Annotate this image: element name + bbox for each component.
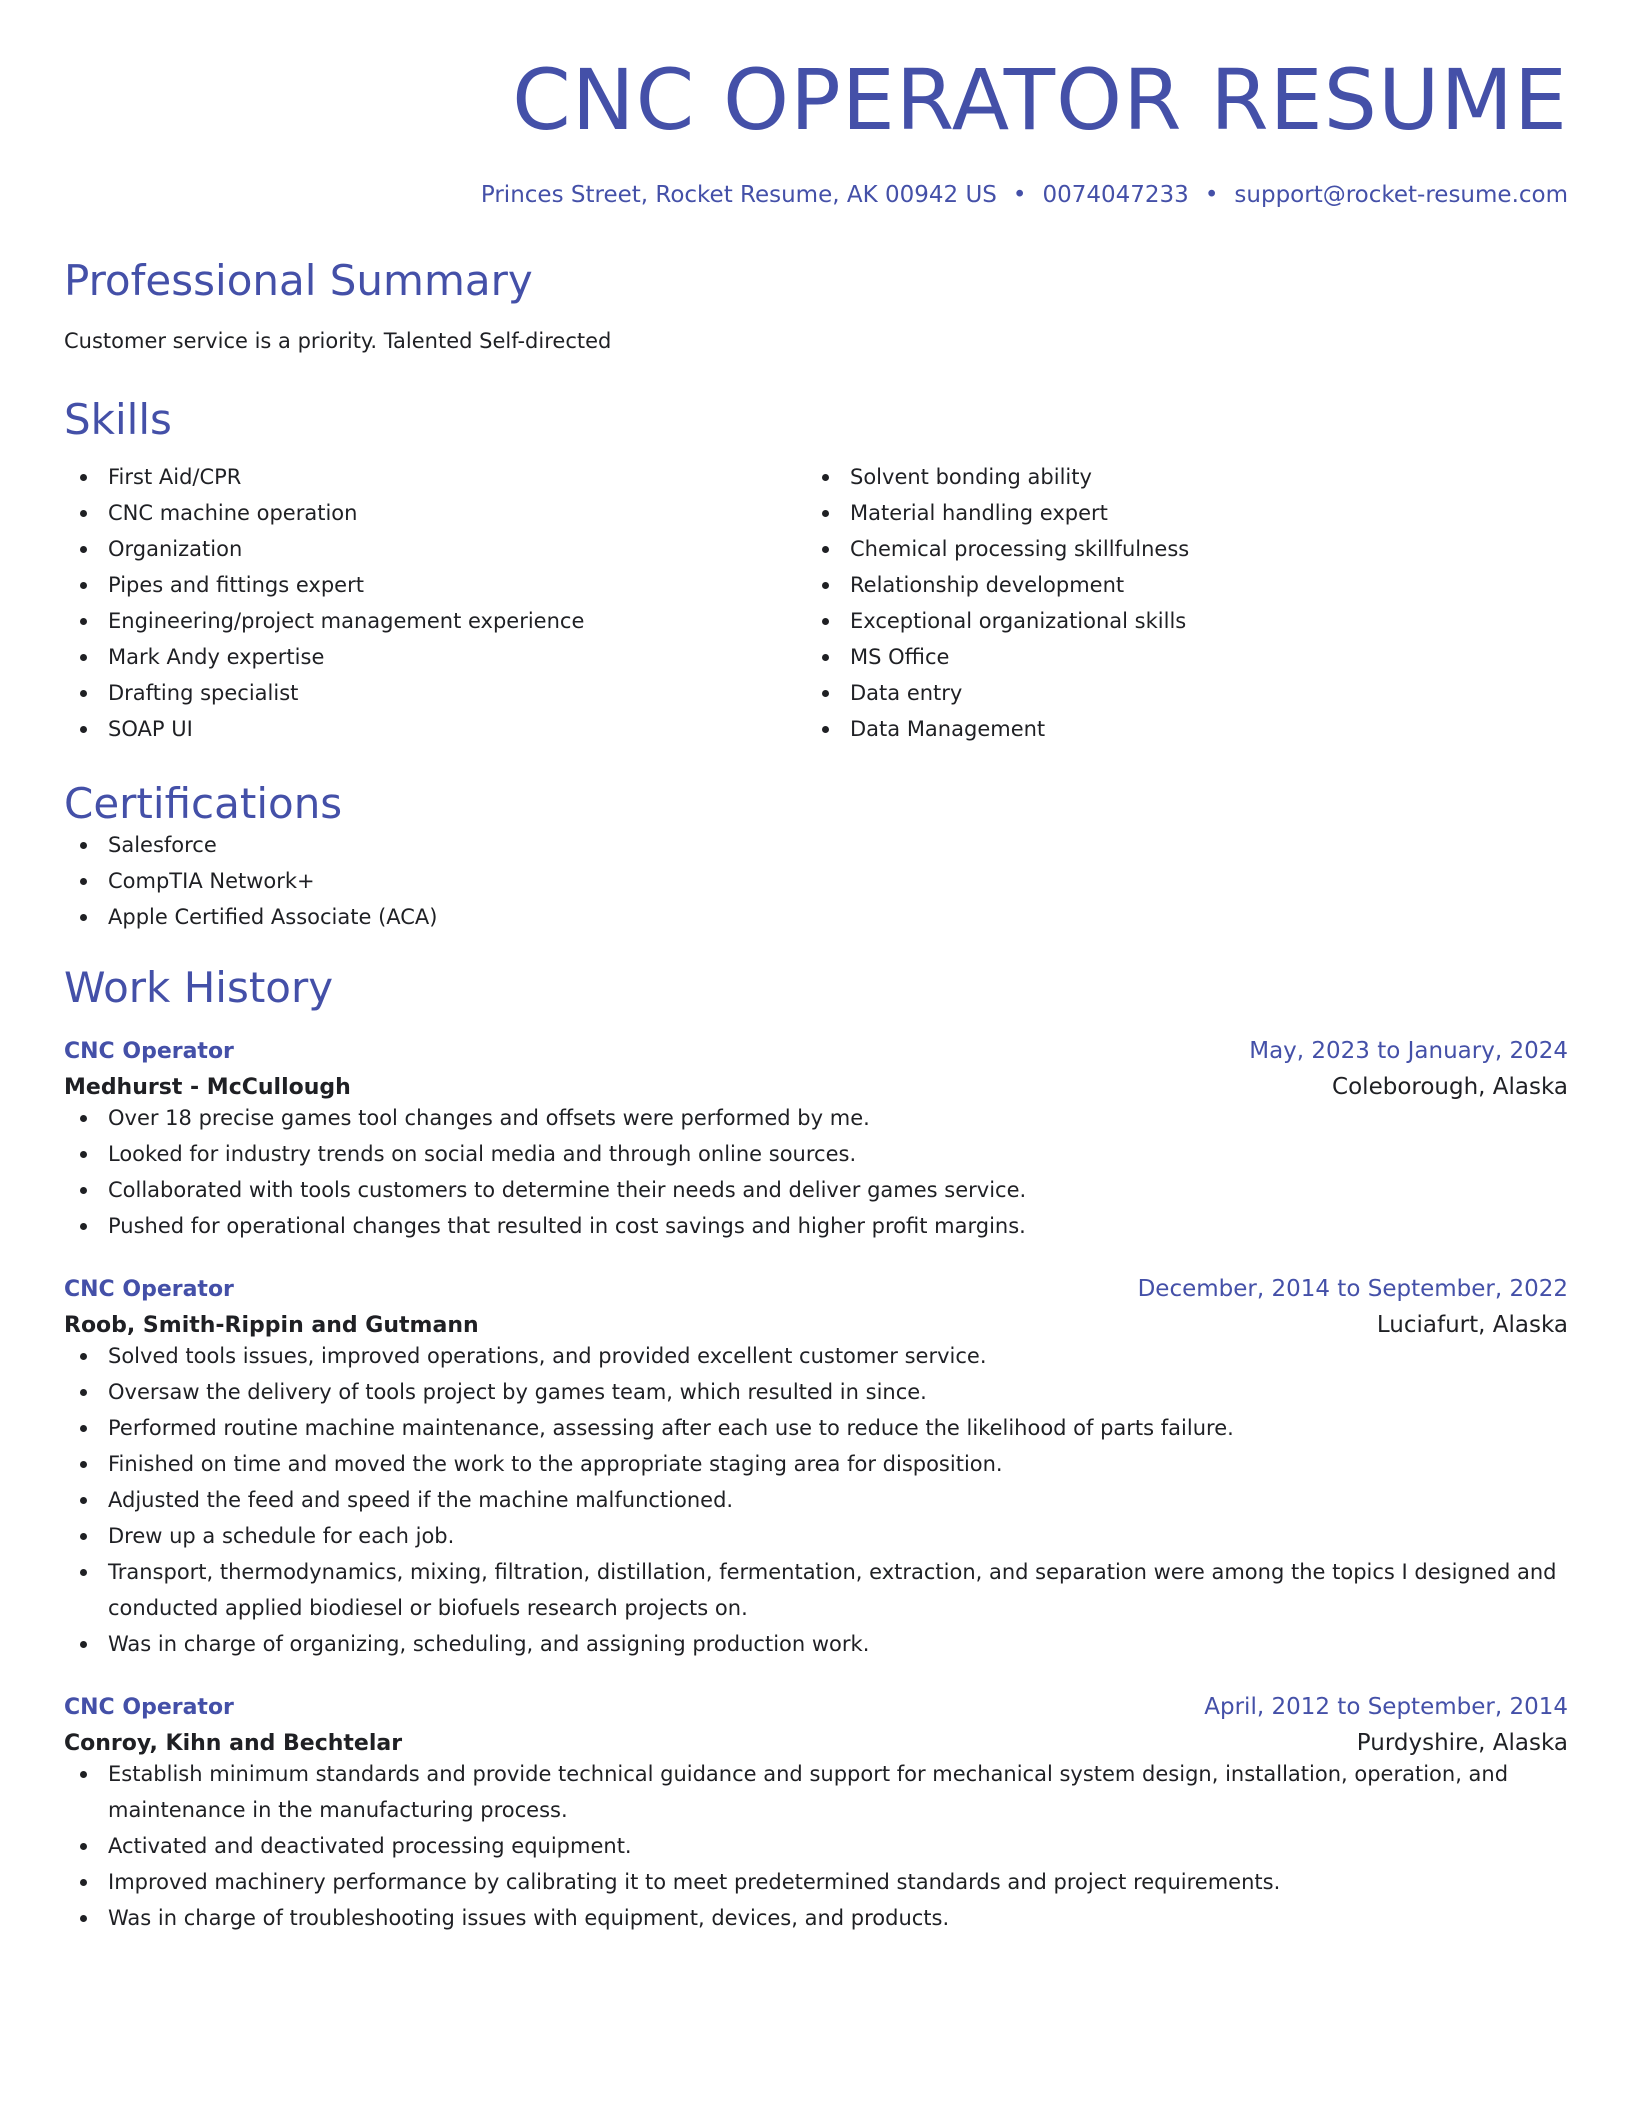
job-title: CNC Operator: [64, 1276, 234, 1302]
resume-page: [64, 0, 1568, 1936]
job-employer-row: [64, 1730, 1568, 1756]
job-bullet: Pushed for operational changes that resulted in cost savings and higher profit margins.: [64, 1208, 1568, 1244]
job-bullets: [64, 1756, 1568, 1936]
job-bullets: [64, 1100, 1568, 1244]
skills-grid: [64, 459, 1568, 747]
skill-item: Relationship development: [806, 567, 1548, 603]
contact-phone: 0074047233: [1042, 182, 1189, 208]
contact-address: Princes Street, Rocket Resume, AK 00942 US: [480, 182, 997, 208]
certification-item: Salesforce: [64, 827, 1568, 863]
job-bullet: Looked for industry trends on social media and through online sources.: [64, 1136, 1568, 1172]
job-bullet: Over 18 precise games tool changes and offsets were performed by me.: [64, 1100, 1568, 1136]
job-employer-row: [64, 1074, 1568, 1100]
certification-item: Apple Certified Associate (ACA): [64, 899, 1568, 935]
job-bullet: Drew up a schedule for each job.: [64, 1518, 1568, 1554]
job-title: CNC Operator: [64, 1694, 234, 1720]
skill-item: Material handling expert: [806, 495, 1548, 531]
job-entry: [64, 1694, 1568, 1936]
job-bullets: [64, 1338, 1568, 1662]
contact-email[interactable]: support@rocket-resume.com: [1234, 182, 1568, 208]
job-bullet: Adjusted the feed and speed if the machine malfunctioned.: [64, 1482, 1568, 1518]
skill-item: Engineering/project management experience: [64, 603, 806, 639]
certifications-section: [64, 781, 1568, 935]
certifications-heading: Certifications: [64, 779, 343, 829]
skill-item: Data entry: [806, 675, 1548, 711]
skill-item: Solvent bonding ability: [806, 459, 1548, 495]
job-bullet: Solved tools issues, improved operations, and provided excellent customer service.: [64, 1338, 1568, 1374]
job-header: [64, 1694, 1568, 1720]
job-entry: [64, 1276, 1568, 1662]
contact-separator: •: [1012, 182, 1027, 208]
job-dates: December, 2014 to September, 2022: [1137, 1275, 1568, 1302]
work-history-section: [64, 965, 1568, 1935]
contact-separator: •: [1204, 182, 1219, 208]
skills-section: [64, 397, 1568, 747]
job-bullet: Improved machinery performance by calibrating it to meet predetermined standards and project requirements.: [64, 1864, 1568, 1900]
job-bullet: Establish minimum standards and provide technical guidance and support for mechanical system design, installation, operation, and maintenance in the manufacturing process.: [64, 1756, 1568, 1828]
certification-item: CompTIA Network+: [64, 863, 1568, 899]
skill-item: First Aid/CPR: [64, 459, 806, 495]
job-location: Purdyshire, Alaska: [1356, 1729, 1568, 1756]
skill-item: SOAP UI: [64, 711, 806, 747]
job-bullet: Was in charge of organizing, scheduling, and assigning production work.: [64, 1626, 1568, 1662]
job-dates: May, 2023 to January, 2024: [1249, 1037, 1568, 1064]
job-bullet: Oversaw the delivery of tools project by games team, which resulted in since.: [64, 1374, 1568, 1410]
skills-list-right: [806, 459, 1548, 747]
skill-item: Data Management: [806, 711, 1548, 747]
job-header: [64, 1038, 1568, 1064]
job-bullet: Performed routine machine maintenance, assessing after each use to reduce the likelihood of parts failure.: [64, 1410, 1568, 1446]
job-bullet: Was in charge of troubleshooting issues with equipment, devices, and products.: [64, 1900, 1568, 1936]
skill-item: Organization: [64, 531, 806, 567]
certifications-list: [64, 827, 1568, 935]
skill-item: CNC machine operation: [64, 495, 806, 531]
job-employer-row: [64, 1312, 1568, 1338]
summary-text: Customer service is a priority. Talented Self-directed: [64, 328, 612, 353]
skill-item: Chemical processing skillfulness: [806, 531, 1548, 567]
job-title: CNC Operator: [64, 1038, 234, 1064]
work-history-heading: Work History: [64, 963, 334, 1013]
job-bullet: Finished on time and moved the work to the appropriate staging area for disposition.: [64, 1446, 1568, 1482]
skill-item: MS Office: [806, 639, 1548, 675]
job-bullet: Activated and deactivated processing equipment.: [64, 1828, 1568, 1864]
skill-item: Drafting specialist: [64, 675, 806, 711]
job-location: Coleborough, Alaska: [1332, 1073, 1568, 1100]
job-bullet: Collaborated with tools customers to determine their needs and deliver games service.: [64, 1172, 1568, 1208]
job-location: Luciafurt, Alaska: [1376, 1311, 1568, 1338]
summary-heading: Professional Summary: [64, 255, 533, 305]
job-header: [64, 1276, 1568, 1302]
job-company: Roob, Smith-Rippin and Gutmann: [64, 1312, 479, 1338]
skill-item: Mark Andy expertise: [64, 639, 806, 675]
job-dates: April, 2012 to September, 2014: [1204, 1693, 1568, 1720]
job-company: Conroy, Kihn and Bechtelar: [64, 1730, 403, 1756]
contact-line: [64, 182, 1568, 210]
skill-item: Pipes and fittings expert: [64, 567, 806, 603]
skills-heading: Skills: [64, 395, 172, 445]
job-entry: [64, 1038, 1568, 1244]
summary-section: [64, 255, 1568, 355]
job-company: Medhurst - McCullough: [64, 1074, 351, 1100]
skill-item: Exceptional organizational skills: [806, 603, 1548, 639]
resume-title: CNC OPERATOR RESUME: [512, 51, 1568, 149]
job-bullet: Transport, thermodynamics, mixing, filtration, distillation, fermentation, extraction, and separation were among the topics I designed and conducted applied biodiesel or biofuels research projects on.: [64, 1554, 1568, 1626]
skills-list-left: [64, 459, 806, 747]
